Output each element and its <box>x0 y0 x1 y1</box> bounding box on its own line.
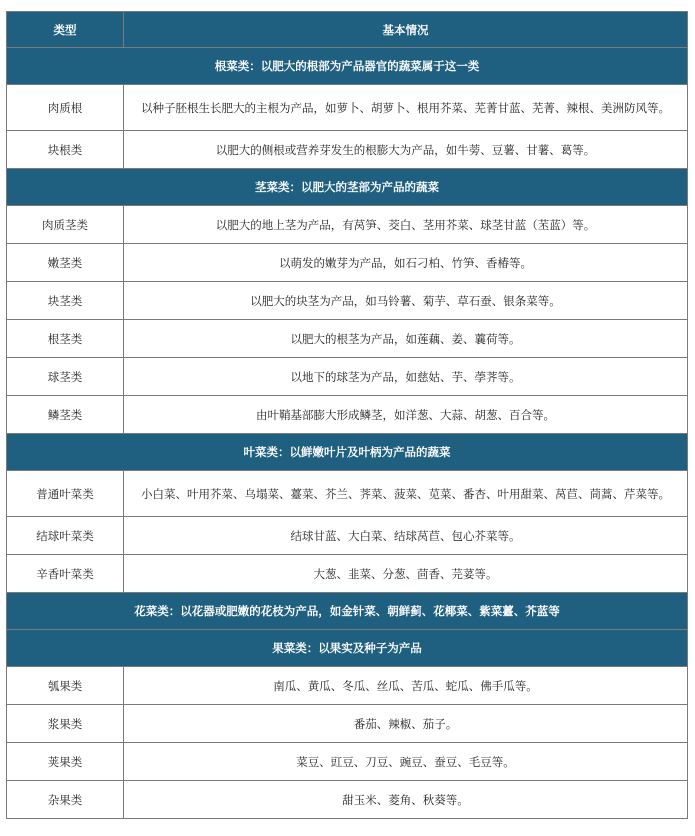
table-row <box>7 320 688 358</box>
row-type: 块根类 <box>7 131 124 169</box>
table-row <box>7 206 688 244</box>
table-row <box>7 517 688 555</box>
row-type: 杂果类 <box>7 781 124 819</box>
section-header-row <box>7 169 688 206</box>
section-header-row <box>7 593 688 630</box>
row-description: 以地下的球茎为产品，如慈姑、芋、荸荠等。 <box>124 358 688 396</box>
row-type: 块茎类 <box>7 282 124 320</box>
table-row <box>7 743 688 781</box>
row-description: 结球甘蓝、大白菜、结球莴苣、包心芥菜等。 <box>124 517 688 555</box>
section-title: 茎菜类：以肥大的茎部为产品的蔬菜 <box>7 169 688 206</box>
table-row <box>7 85 688 131</box>
row-description: 以种子胚根生长肥大的主根为产品，如萝卜、胡萝卜、根用芥菜、芜菁甘蓝、芜菁、辣根、美洲防风等。 <box>124 85 688 131</box>
row-description: 小白菜、叶用芥菜、乌塌菜、薹菜、芥兰、荠菜、菠菜、苋菜、番杏、叶用甜菜、莴苣、茼蒿、芹菜等。 <box>124 471 688 517</box>
section-title: 花菜类：以花器或肥嫩的花枝为产品，如金针菜、朝鲜蓟、花椰菜、紫菜薹、芥蓝等 <box>7 593 688 630</box>
row-description: 番茄、辣椒、茄子。 <box>124 705 688 743</box>
row-type: 球茎类 <box>7 358 124 396</box>
table-row <box>7 667 688 705</box>
row-description: 以肥大的侧根或营养芽发生的根膨大为产品，如牛蒡、豆薯、甘薯、葛等。 <box>124 131 688 169</box>
table-row <box>7 396 688 434</box>
table-row <box>7 471 688 517</box>
table-header-row <box>7 12 688 48</box>
row-description: 以萌发的嫩芽为产品，如石刁柏、竹笋、香椿等。 <box>124 244 688 282</box>
row-type: 浆果类 <box>7 705 124 743</box>
row-description: 由叶鞘基部膨大形成鳞茎，如洋葱、大蒜、胡葱、百合等。 <box>124 396 688 434</box>
table-row <box>7 555 688 593</box>
row-type: 肉质茎类 <box>7 206 124 244</box>
row-type: 结球叶菜类 <box>7 517 124 555</box>
row-description: 菜豆、豇豆、刀豆、豌豆、蚕豆、毛豆等。 <box>124 743 688 781</box>
row-type: 嫩茎类 <box>7 244 124 282</box>
row-description: 大葱、韭菜、分葱、茴香、芫荽等。 <box>124 555 688 593</box>
row-description: 以肥大的根茎为产品，如莲藕、姜、蘘荷等。 <box>124 320 688 358</box>
row-type: 辛香叶菜类 <box>7 555 124 593</box>
table-row <box>7 282 688 320</box>
table-row <box>7 358 688 396</box>
row-type: 瓠果类 <box>7 667 124 705</box>
table-row <box>7 705 688 743</box>
row-type: 鳞茎类 <box>7 396 124 434</box>
table-row <box>7 244 688 282</box>
section-header-row <box>7 434 688 471</box>
table-row <box>7 131 688 169</box>
vegetable-classification-table <box>6 11 688 819</box>
row-type: 荚果类 <box>7 743 124 781</box>
table-row <box>7 781 688 819</box>
row-type: 肉质根 <box>7 85 124 131</box>
header-description: 基本情况 <box>124 12 688 48</box>
section-title: 果菜类：以果实及种子为产品 <box>7 630 688 667</box>
section-header-row <box>7 48 688 85</box>
section-header-row <box>7 630 688 667</box>
row-description: 甜玉米、菱角、秋葵等。 <box>124 781 688 819</box>
row-description: 以肥大的块茎为产品，如马铃薯、菊芋、草石蚕、银条菜等。 <box>124 282 688 320</box>
section-title: 根菜类：以肥大的根部为产品器官的蔬菜属于这一类 <box>7 48 688 85</box>
row-type: 根茎类 <box>7 320 124 358</box>
row-description: 南瓜、黄瓜、冬瓜、丝瓜、苦瓜、蛇瓜、佛手瓜等。 <box>124 667 688 705</box>
row-type: 普通叶菜类 <box>7 471 124 517</box>
row-description: 以肥大的地上茎为产品，有莴笋、茭白、茎用芥菜、球茎甘蓝（苤蓝）等。 <box>124 206 688 244</box>
section-title: 叶菜类：以鲜嫩叶片及叶柄为产品的蔬菜 <box>7 434 688 471</box>
header-type: 类型 <box>7 12 124 48</box>
